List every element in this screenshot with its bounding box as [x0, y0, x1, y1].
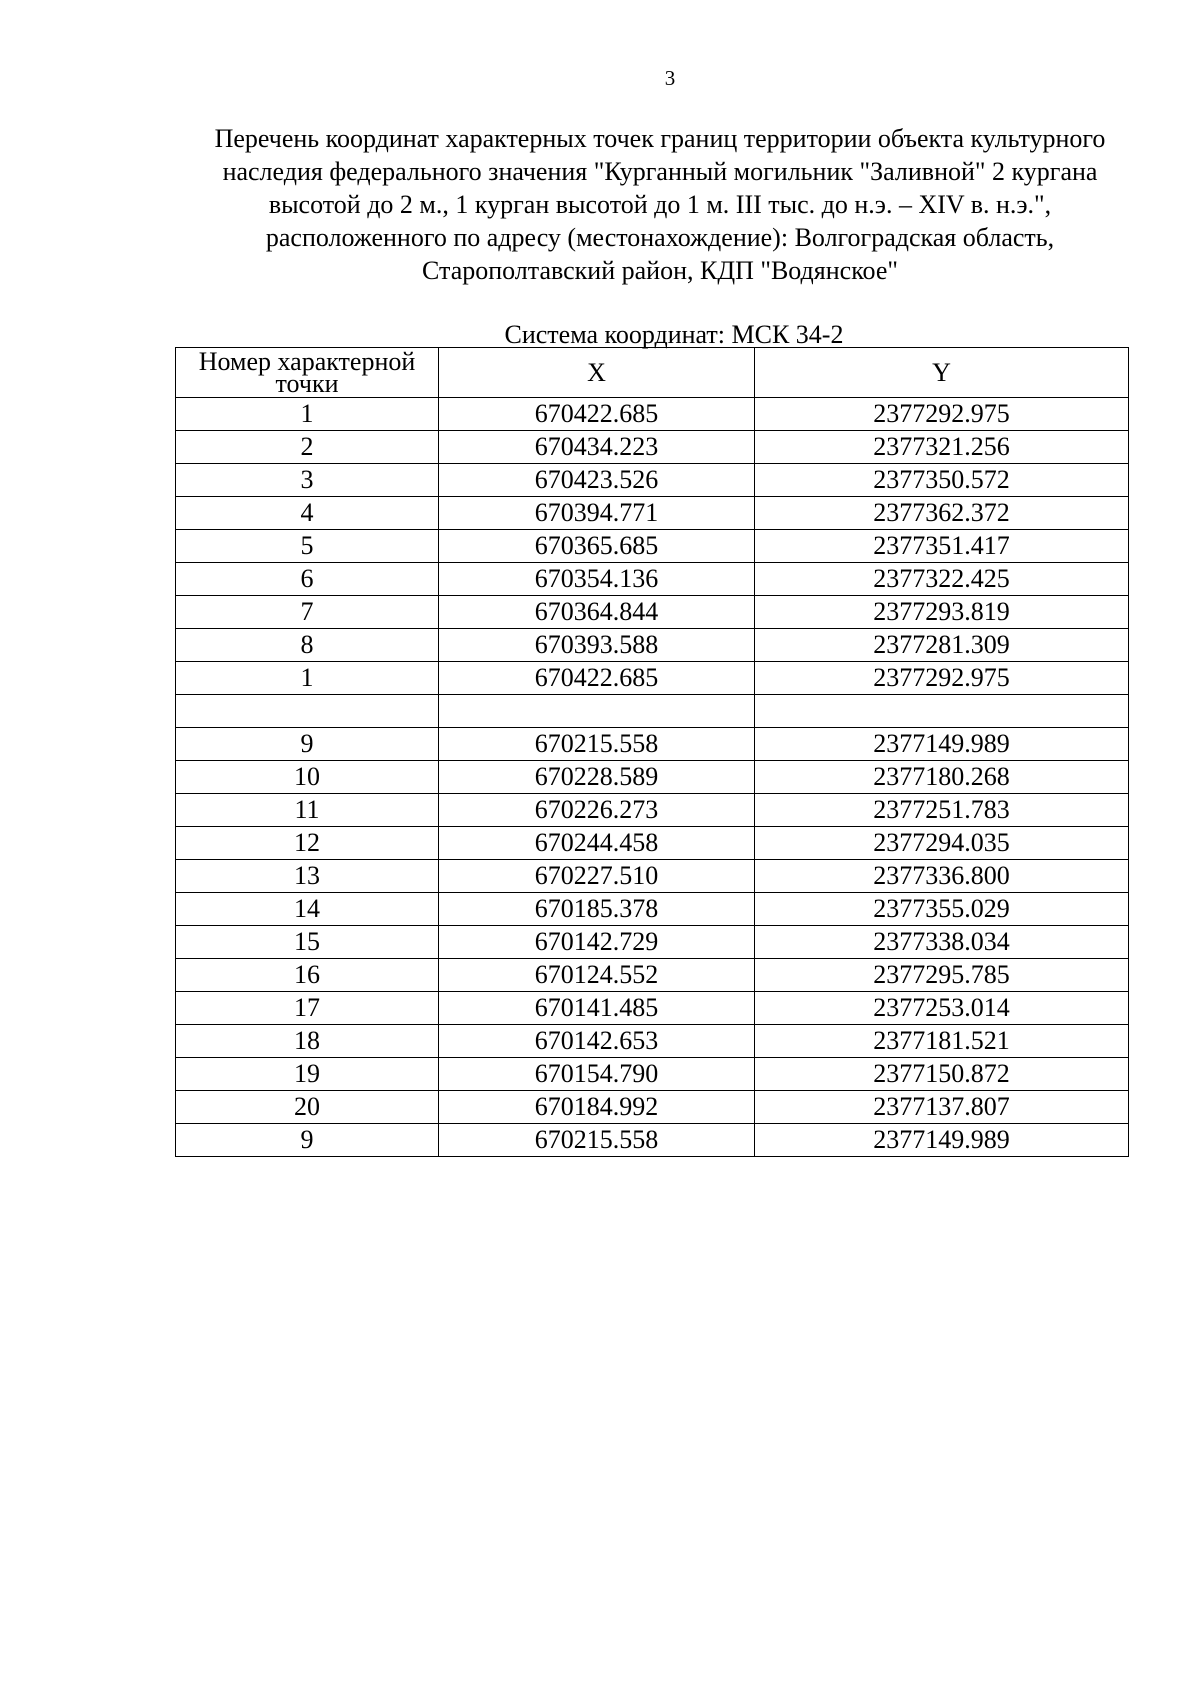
cell-x: 670141.485	[439, 992, 755, 1025]
title-line: наследия федерального значения "Курганный могильник "Заливной" 2 кургана	[222, 157, 1098, 186]
cell-y: 2377351.417	[755, 530, 1129, 563]
cell-point-number: 5	[176, 530, 439, 563]
cell-x: 670434.223	[439, 431, 755, 464]
cell-x: 670422.685	[439, 398, 755, 431]
cell-y: 2377253.014	[755, 992, 1129, 1025]
table-row	[176, 893, 1129, 926]
cell-point-number: 10	[176, 761, 439, 794]
cell-y: 2377150.872	[755, 1058, 1129, 1091]
coordinates-table	[175, 347, 1129, 1157]
table-row	[176, 596, 1129, 629]
table-row	[176, 464, 1129, 497]
table-row	[176, 860, 1129, 893]
cell-x: 670364.844	[439, 596, 755, 629]
document-title	[175, 122, 1145, 287]
cell-y: 2377251.783	[755, 794, 1129, 827]
cell-point-number: 20	[176, 1091, 439, 1124]
cell-x: 670354.136	[439, 563, 755, 596]
table-row	[176, 1124, 1129, 1157]
title-line: Перечень координат характерных точек границ территории объекта культурного	[214, 124, 1106, 153]
table-row	[176, 827, 1129, 860]
cell-point-number: 16	[176, 959, 439, 992]
cell-y: 2377149.989	[755, 728, 1129, 761]
cell-y: 2377321.256	[755, 431, 1129, 464]
cell-x: 670215.558	[439, 728, 755, 761]
cell-y: 2377350.572	[755, 464, 1129, 497]
cell-point-number: 7	[176, 596, 439, 629]
cell-y: 2377338.034	[755, 926, 1129, 959]
title-line: расположенного по адресу (местонахождение): Волгоградская область,	[265, 223, 1055, 252]
table-row	[176, 497, 1129, 530]
header-point-number: Номер характерной точки	[176, 348, 439, 398]
cell-x: 670228.589	[439, 761, 755, 794]
cell-x: 670185.378	[439, 893, 755, 926]
cell-point-number: 19	[176, 1058, 439, 1091]
cell-x: 670423.526	[439, 464, 755, 497]
cell-x: 670154.790	[439, 1058, 755, 1091]
cell-point-number: 11	[176, 794, 439, 827]
cell-y: 2377322.425	[755, 563, 1129, 596]
table-row	[176, 563, 1129, 596]
cell-point-number: 12	[176, 827, 439, 860]
cell-y	[755, 695, 1129, 728]
cell-x: 670393.588	[439, 629, 755, 662]
cell-point-number: 1	[176, 398, 439, 431]
cell-point-number: 1	[176, 662, 439, 695]
cell-x: 670184.992	[439, 1091, 755, 1124]
cell-point-number: 17	[176, 992, 439, 1025]
cell-x	[439, 695, 755, 728]
cell-point-number: 18	[176, 1025, 439, 1058]
cell-y: 2377294.035	[755, 827, 1129, 860]
cell-y: 2377180.268	[755, 761, 1129, 794]
table-body	[176, 398, 1129, 1157]
cell-y: 2377355.029	[755, 893, 1129, 926]
cell-point-number	[176, 695, 439, 728]
cell-point-number: 13	[176, 860, 439, 893]
header-x: X	[439, 348, 755, 398]
table-row	[176, 1091, 1129, 1124]
cell-point-number: 3	[176, 464, 439, 497]
cell-x: 670124.552	[439, 959, 755, 992]
cell-y: 2377336.800	[755, 860, 1129, 893]
cell-y: 2377181.521	[755, 1025, 1129, 1058]
table-row	[176, 959, 1129, 992]
cell-y: 2377281.309	[755, 629, 1129, 662]
cell-x: 670142.653	[439, 1025, 755, 1058]
table-header-row	[176, 348, 1129, 398]
cell-x: 670215.558	[439, 1124, 755, 1157]
cell-y: 2377362.372	[755, 497, 1129, 530]
cell-point-number: 14	[176, 893, 439, 926]
table-row	[176, 728, 1129, 761]
cell-y: 2377137.807	[755, 1091, 1129, 1124]
cell-x: 670365.685	[439, 530, 755, 563]
cell-x: 670142.729	[439, 926, 755, 959]
table-row	[176, 992, 1129, 1025]
table-row	[176, 794, 1129, 827]
cell-y: 2377149.989	[755, 1124, 1129, 1157]
table-row	[176, 431, 1129, 464]
cell-y: 2377295.785	[755, 959, 1129, 992]
cell-x: 670244.458	[439, 827, 755, 860]
cell-point-number: 6	[176, 563, 439, 596]
cell-point-number: 2	[176, 431, 439, 464]
cell-x: 670226.273	[439, 794, 755, 827]
cell-point-number: 9	[176, 1124, 439, 1157]
cell-x: 670227.510	[439, 860, 755, 893]
title-line: Старополтавский район, КДП "Водянское"	[422, 256, 898, 285]
table-row	[176, 695, 1129, 728]
table-row	[176, 398, 1129, 431]
table-row	[176, 1058, 1129, 1091]
table-row	[176, 629, 1129, 662]
title-line: высотой до 2 м., 1 курган высотой до 1 м. III тыс. до н.э. – XIV в. н.э.",	[268, 190, 1052, 219]
cell-y: 2377293.819	[755, 596, 1129, 629]
table-row	[176, 1025, 1129, 1058]
cell-point-number: 4	[176, 497, 439, 530]
table-row	[176, 662, 1129, 695]
table-row	[176, 530, 1129, 563]
header-y: Y	[755, 348, 1129, 398]
cell-point-number: 15	[176, 926, 439, 959]
cell-y: 2377292.975	[755, 662, 1129, 695]
cell-y: 2377292.975	[755, 398, 1129, 431]
cell-point-number: 8	[176, 629, 439, 662]
cell-point-number: 9	[176, 728, 439, 761]
cell-x: 670394.771	[439, 497, 755, 530]
table-row	[176, 761, 1129, 794]
cell-x: 670422.685	[439, 662, 755, 695]
coordinate-system-caption: Система координат: МСК 34-2	[504, 320, 844, 349]
table-row	[176, 926, 1129, 959]
page-number: 3	[664, 66, 676, 90]
